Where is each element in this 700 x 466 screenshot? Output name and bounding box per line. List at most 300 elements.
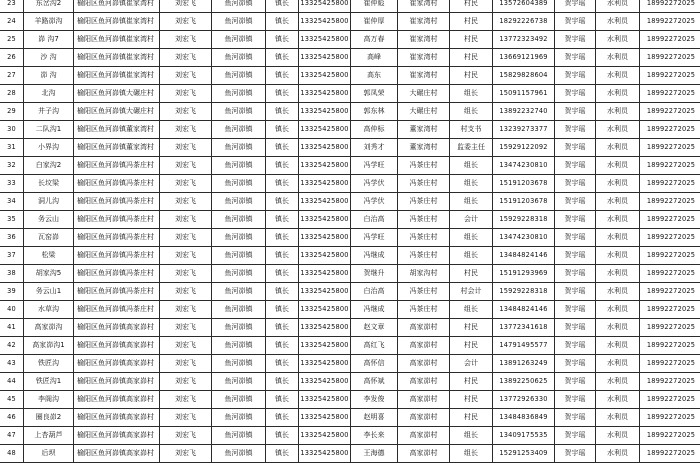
cell-water-officer-phone: 18992272025 xyxy=(640,355,700,373)
cell-town-leader-title: 镇长 xyxy=(266,211,299,229)
cell-town-leader-phone: 13325425800 xyxy=(299,157,351,175)
cell-gully-name: 井子沟 xyxy=(24,103,74,121)
cell-water-officer-title: 水利员 xyxy=(596,175,640,193)
cell-water-officer: 贺宇瑶 xyxy=(555,31,596,49)
cell-town-leader-title: 镇长 xyxy=(266,67,299,85)
cell-location: 榆阳区鱼河峁镇董家湾村 xyxy=(74,121,160,139)
table-row xyxy=(0,391,700,409)
cell-village-role: 村支书 xyxy=(450,121,493,139)
cell-village-contact-phone: 13669121969 xyxy=(493,49,555,67)
cell-town-leader-title: 镇长 xyxy=(266,301,299,319)
cell-town-leader-title: 镇长 xyxy=(266,409,299,427)
cell-gully-name: 水草沟 xyxy=(24,301,74,319)
cell-town: 鱼河峁镇 xyxy=(212,211,266,229)
cell-water-officer-title: 水利员 xyxy=(596,67,640,85)
cell-location: 榆阳区鱼河峁镇崔家湾村 xyxy=(74,31,160,49)
cell-gully-name: 北沟 xyxy=(24,85,74,103)
cell-town-leader-phone: 13325425800 xyxy=(299,13,351,31)
cell-village: 高家峁村 xyxy=(398,355,450,373)
cell-town-leader-phone: 13325425800 xyxy=(299,67,351,85)
cell-town-leader-title: 镇长 xyxy=(266,265,299,283)
cell-town-leader: 刘宏飞 xyxy=(160,229,212,247)
table-row xyxy=(0,193,700,211)
cell-row-number: 31 xyxy=(0,139,24,157)
cell-town: 鱼河峁镇 xyxy=(212,301,266,319)
cell-town-leader: 刘宏飞 xyxy=(160,265,212,283)
table-row xyxy=(0,445,700,463)
cell-town-leader-title: 镇长 xyxy=(266,193,299,211)
cell-village-role: 村民 xyxy=(450,0,493,13)
cell-town-leader-phone: 13325425800 xyxy=(299,139,351,157)
cell-village-contact: 李长来 xyxy=(351,427,398,445)
cell-village-contact: 白治高 xyxy=(351,211,398,229)
cell-water-officer-phone: 18992272025 xyxy=(640,337,700,355)
cell-village-contact: 高仲标 xyxy=(351,121,398,139)
cell-village-role: 村民 xyxy=(450,391,493,409)
cell-village-contact: 高东 xyxy=(351,67,398,85)
cell-town-leader-title: 镇长 xyxy=(266,49,299,67)
cell-village: 大碾庄村 xyxy=(398,103,450,121)
cell-water-officer-phone: 18992272025 xyxy=(640,211,700,229)
cell-water-officer-phone: 18992272025 xyxy=(640,391,700,409)
cell-gully-name: 铁匠沟 xyxy=(24,355,74,373)
cell-village-contact-phone: 15191203678 xyxy=(493,193,555,211)
cell-town-leader-phone: 13325425800 xyxy=(299,31,351,49)
cell-water-officer: 贺宇瑶 xyxy=(555,319,596,337)
cell-village-contact: 冯继成 xyxy=(351,247,398,265)
cell-water-officer-title: 水利员 xyxy=(596,193,640,211)
cell-town: 鱼河峁镇 xyxy=(212,445,266,463)
cell-row-number: 28 xyxy=(0,85,24,103)
cell-village-contact: 冯学伏 xyxy=(351,175,398,193)
table-row xyxy=(0,301,700,319)
cell-town-leader-title: 镇长 xyxy=(266,445,299,463)
cell-town-leader-phone: 13325425800 xyxy=(299,193,351,211)
cell-town-leader-phone: 13325425800 xyxy=(299,0,351,13)
table-row xyxy=(0,31,700,49)
cell-town-leader-title: 镇长 xyxy=(266,391,299,409)
cell-village: 冯茶庄村 xyxy=(398,283,450,301)
cell-water-officer: 贺宇瑶 xyxy=(555,121,596,139)
cell-village-contact-phone: 15929122092 xyxy=(493,139,555,157)
cell-town-leader: 刘宏飞 xyxy=(160,139,212,157)
cell-row-number: 37 xyxy=(0,247,24,265)
cell-water-officer-title: 水利员 xyxy=(596,103,640,121)
cell-location: 榆阳区鱼河峁镇冯茶庄村 xyxy=(74,211,160,229)
cell-village-contact-phone: 15091157961 xyxy=(493,85,555,103)
cell-village: 冯茶庄村 xyxy=(398,211,450,229)
cell-gully-name: 瓦窑峁 xyxy=(24,229,74,247)
cell-town: 鱼河峁镇 xyxy=(212,355,266,373)
cell-water-officer-title: 水利员 xyxy=(596,157,640,175)
cell-town: 鱼河峁镇 xyxy=(212,121,266,139)
cell-village: 高家峁村 xyxy=(398,445,450,463)
cell-location: 榆阳区鱼河峁镇冯茶庄村 xyxy=(74,175,160,193)
cell-water-officer-title: 水利员 xyxy=(596,409,640,427)
cell-village: 冯茶庄村 xyxy=(398,247,450,265)
cell-location: 榆阳区鱼河峁镇大碾庄村 xyxy=(74,103,160,121)
cell-water-officer-title: 水利员 xyxy=(596,355,640,373)
cell-water-officer-phone: 18992272025 xyxy=(640,373,700,391)
cell-location: 榆阳区鱼河峁镇冯茶庄村 xyxy=(74,301,160,319)
cell-location: 榆阳区鱼河峁镇高家峁村 xyxy=(74,319,160,337)
cell-gully-name: 高家峁沟 xyxy=(24,319,74,337)
cell-location: 榆阳区鱼河峁镇冯茶庄村 xyxy=(74,283,160,301)
cell-village: 高家峁村 xyxy=(398,409,450,427)
cell-water-officer-title: 水利员 xyxy=(596,301,640,319)
cell-gully-name: 李阁沟 xyxy=(24,391,74,409)
cell-location: 榆阳区鱼河峁镇高家峁村 xyxy=(74,337,160,355)
cell-town-leader-phone: 13325425800 xyxy=(299,301,351,319)
table-row xyxy=(0,427,700,445)
cell-water-officer: 贺宇瑶 xyxy=(555,175,596,193)
cell-town-leader: 刘宏飞 xyxy=(160,67,212,85)
cell-town: 鱼河峁镇 xyxy=(212,409,266,427)
cell-village-role: 组长 xyxy=(450,229,493,247)
cell-water-officer-phone: 18992272025 xyxy=(640,409,700,427)
cell-village: 高家峁村 xyxy=(398,427,450,445)
cell-row-number: 47 xyxy=(0,427,24,445)
table-row xyxy=(0,139,700,157)
cell-water-officer-title: 水利员 xyxy=(596,85,640,103)
cell-town-leader: 刘宏飞 xyxy=(160,157,212,175)
cell-village-contact-phone: 13484824146 xyxy=(493,247,555,265)
cell-town-leader: 刘宏飞 xyxy=(160,283,212,301)
cell-village: 大碾庄村 xyxy=(398,85,450,103)
table-row xyxy=(0,121,700,139)
cell-village-contact-phone: 15291253409 xyxy=(493,445,555,463)
cell-water-officer-phone: 18992272025 xyxy=(640,157,700,175)
cell-row-number: 32 xyxy=(0,157,24,175)
cell-water-officer-phone: 18992272025 xyxy=(640,85,700,103)
cell-village-role: 组长 xyxy=(450,445,493,463)
cell-village: 董家湾村 xyxy=(398,121,450,139)
cell-water-officer-title: 水利员 xyxy=(596,121,640,139)
cell-water-officer-phone: 18992272025 xyxy=(640,67,700,85)
cell-town-leader-phone: 13325425800 xyxy=(299,175,351,193)
cell-water-officer-phone: 18992272025 xyxy=(640,193,700,211)
cell-village-role: 监委主任 xyxy=(450,139,493,157)
cell-village-contact-phone: 15929228318 xyxy=(493,211,555,229)
cell-gully-name: 峁 沟 xyxy=(24,67,74,85)
cell-water-officer: 贺宇瑶 xyxy=(555,409,596,427)
cell-town-leader: 刘宏飞 xyxy=(160,355,212,373)
cell-town-leader-phone: 13325425800 xyxy=(299,283,351,301)
cell-water-officer-title: 水利员 xyxy=(596,445,640,463)
cell-town-leader-phone: 13325425800 xyxy=(299,319,351,337)
cell-town-leader-phone: 13325425800 xyxy=(299,247,351,265)
cell-village-contact: 李发俊 xyxy=(351,391,398,409)
cell-water-officer: 贺宇瑶 xyxy=(555,337,596,355)
cell-town-leader-phone: 13325425800 xyxy=(299,103,351,121)
cell-town: 鱼河峁镇 xyxy=(212,49,266,67)
cell-water-officer: 贺宇瑶 xyxy=(555,391,596,409)
cell-water-officer-title: 水利员 xyxy=(596,391,640,409)
cell-town-leader-title: 镇长 xyxy=(266,229,299,247)
cell-water-officer-title: 水利员 xyxy=(596,211,640,229)
cell-row-number: 29 xyxy=(0,103,24,121)
cell-village-contact-phone: 13772926330 xyxy=(493,391,555,409)
table-row xyxy=(0,175,700,193)
cell-gully-name: 长坟梁 xyxy=(24,175,74,193)
cell-village-role: 组长 xyxy=(450,175,493,193)
cell-village-role: 村民 xyxy=(450,67,493,85)
cell-gully-name: 上杏葫芦 xyxy=(24,427,74,445)
cell-water-officer-phone: 18992272025 xyxy=(640,121,700,139)
cell-town-leader-title: 镇长 xyxy=(266,175,299,193)
cell-village-contact-phone: 13891263249 xyxy=(493,355,555,373)
cell-water-officer: 贺宇瑶 xyxy=(555,0,596,13)
cell-town-leader-phone: 13325425800 xyxy=(299,355,351,373)
cell-village: 崔家湾村 xyxy=(398,31,450,49)
cell-row-number: 42 xyxy=(0,337,24,355)
cell-village: 高家峁村 xyxy=(398,319,450,337)
cell-town-leader-title: 镇长 xyxy=(266,319,299,337)
cell-village-role: 村民 xyxy=(450,373,493,391)
cell-town: 鱼河峁镇 xyxy=(212,427,266,445)
cell-water-officer-title: 水利员 xyxy=(596,49,640,67)
cell-town: 鱼河峁镇 xyxy=(212,139,266,157)
cell-village-contact: 郭凤荣 xyxy=(351,85,398,103)
cell-town-leader: 刘宏飞 xyxy=(160,175,212,193)
cell-village-contact-phone: 13772341618 xyxy=(493,319,555,337)
cell-water-officer-title: 水利员 xyxy=(596,139,640,157)
cell-water-officer-title: 水利员 xyxy=(596,247,640,265)
cell-water-officer-title: 水利员 xyxy=(596,319,640,337)
cell-town: 鱼河峁镇 xyxy=(212,391,266,409)
cell-village-contact-phone: 13892250625 xyxy=(493,373,555,391)
cell-town-leader-title: 镇长 xyxy=(266,121,299,139)
cell-water-officer-phone: 18992272025 xyxy=(640,301,700,319)
cell-water-officer: 贺宇瑶 xyxy=(555,85,596,103)
cell-town-leader: 刘宏飞 xyxy=(160,211,212,229)
cell-water-officer-title: 水利员 xyxy=(596,337,640,355)
table-row xyxy=(0,265,700,283)
cell-village: 崔家湾村 xyxy=(398,0,450,13)
cell-water-officer-title: 水利员 xyxy=(596,427,640,445)
cell-village-contact: 冯学旺 xyxy=(351,229,398,247)
cell-gully-name: 洞儿沟 xyxy=(24,193,74,211)
cell-location: 榆阳区鱼河峁镇冯茶庄村 xyxy=(74,229,160,247)
cell-row-number: 23 xyxy=(0,0,24,13)
cell-row-number: 35 xyxy=(0,211,24,229)
table-row xyxy=(0,13,700,31)
cell-row-number: 33 xyxy=(0,175,24,193)
cell-town-leader: 刘宏飞 xyxy=(160,391,212,409)
cell-town-leader: 刘宏飞 xyxy=(160,121,212,139)
cell-town-leader-title: 镇长 xyxy=(266,157,299,175)
cell-village-contact: 刘秀才 xyxy=(351,139,398,157)
table-row xyxy=(0,319,700,337)
cell-gully-name: 铁匠沟1 xyxy=(24,373,74,391)
cell-village-role: 组长 xyxy=(450,247,493,265)
cell-water-officer-title: 水利员 xyxy=(596,0,640,13)
cell-town-leader: 刘宏飞 xyxy=(160,337,212,355)
cell-village-contact: 高怀斌 xyxy=(351,373,398,391)
cell-village-contact-phone: 13474230810 xyxy=(493,229,555,247)
cell-village: 冯茶庄村 xyxy=(398,229,450,247)
cell-location: 榆阳区鱼河峁镇冯茶庄村 xyxy=(74,193,160,211)
cell-town: 鱼河峁镇 xyxy=(212,247,266,265)
cell-row-number: 48 xyxy=(0,445,24,463)
cell-water-officer-title: 水利员 xyxy=(596,229,640,247)
cell-village-role: 村会计 xyxy=(450,283,493,301)
cell-village-contact: 赵明喜 xyxy=(351,409,398,427)
cell-water-officer: 贺宇瑶 xyxy=(555,355,596,373)
cell-town: 鱼河峁镇 xyxy=(212,31,266,49)
cell-village-contact-phone: 13484836849 xyxy=(493,409,555,427)
cell-town: 鱼河峁镇 xyxy=(212,373,266,391)
cell-town: 鱼河峁镇 xyxy=(212,265,266,283)
table-row xyxy=(0,355,700,373)
cell-village-role: 村民 xyxy=(450,265,493,283)
cell-village-contact-phone: 15829828604 xyxy=(493,67,555,85)
cell-row-number: 25 xyxy=(0,31,24,49)
cell-village-role: 组长 xyxy=(450,193,493,211)
cell-location: 榆阳区鱼河峁镇高家峁村 xyxy=(74,373,160,391)
cell-town-leader-title: 镇长 xyxy=(266,247,299,265)
cell-village-contact-phone: 13409175535 xyxy=(493,427,555,445)
cell-location: 榆阳区鱼河峁镇高家峁村 xyxy=(74,391,160,409)
cell-town-leader: 刘宏飞 xyxy=(160,13,212,31)
cell-row-number: 44 xyxy=(0,373,24,391)
cell-water-officer-phone: 18992272025 xyxy=(640,13,700,31)
cell-town: 鱼河峁镇 xyxy=(212,283,266,301)
cell-town-leader-title: 镇长 xyxy=(266,0,299,13)
cell-village-contact-phone: 15191203678 xyxy=(493,175,555,193)
cell-village-role: 组长 xyxy=(450,157,493,175)
cell-town-leader-title: 镇长 xyxy=(266,427,299,445)
cell-town-leader: 刘宏飞 xyxy=(160,319,212,337)
cell-water-officer-phone: 18992272025 xyxy=(640,103,700,121)
cell-town-leader-phone: 13325425800 xyxy=(299,391,351,409)
cell-location: 榆阳区鱼河峁镇崔家湾村 xyxy=(74,13,160,31)
cell-row-number: 39 xyxy=(0,283,24,301)
cell-village-contact: 高万春 xyxy=(351,31,398,49)
cell-water-officer: 贺宇瑶 xyxy=(555,229,596,247)
cell-village-role: 会计 xyxy=(450,355,493,373)
cell-village: 高家峁村 xyxy=(398,337,450,355)
cell-village-contact-phone: 14791495577 xyxy=(493,337,555,355)
cell-village-contact: 王海德 xyxy=(351,445,398,463)
cell-village-role: 村民 xyxy=(450,409,493,427)
cell-town-leader-title: 镇长 xyxy=(266,13,299,31)
cell-water-officer-phone: 18992272025 xyxy=(640,0,700,13)
cell-location: 榆阳区鱼河峁镇董家湾村 xyxy=(74,139,160,157)
cell-row-number: 36 xyxy=(0,229,24,247)
cell-location: 榆阳区鱼河峁镇高家峁村 xyxy=(74,427,160,445)
cell-location: 榆阳区鱼河峁镇冯茶庄村 xyxy=(74,157,160,175)
cell-village: 董家湾村 xyxy=(398,139,450,157)
table-row xyxy=(0,211,700,229)
cell-gully-name: 小界沟 xyxy=(24,139,74,157)
cell-gully-name: 东岔沟2 xyxy=(24,0,74,13)
table-row xyxy=(0,373,700,391)
cell-location: 榆阳区鱼河峁镇冯茶庄村 xyxy=(74,247,160,265)
cell-village-contact: 冯学旺 xyxy=(351,157,398,175)
cell-water-officer: 贺宇瑶 xyxy=(555,103,596,121)
cell-village-role: 组长 xyxy=(450,103,493,121)
table-row xyxy=(0,85,700,103)
cell-village-contact: 冯继成 xyxy=(351,301,398,319)
cell-town-leader-phone: 13325425800 xyxy=(299,337,351,355)
cell-town-leader-phone: 13325425800 xyxy=(299,265,351,283)
cell-gully-name: 高家峁沟1 xyxy=(24,337,74,355)
cell-village: 崔家湾村 xyxy=(398,49,450,67)
cell-water-officer-phone: 18992272025 xyxy=(640,49,700,67)
cell-town-leader: 刘宏飞 xyxy=(160,103,212,121)
cell-town: 鱼河峁镇 xyxy=(212,175,266,193)
cell-water-officer: 贺宇瑶 xyxy=(555,157,596,175)
cell-town: 鱼河峁镇 xyxy=(212,337,266,355)
cell-village: 高家峁村 xyxy=(398,373,450,391)
cell-town: 鱼河峁镇 xyxy=(212,193,266,211)
cell-row-number: 24 xyxy=(0,13,24,31)
cell-village-role: 组长 xyxy=(450,427,493,445)
cell-water-officer-phone: 18992272025 xyxy=(640,229,700,247)
cell-town-leader: 刘宏飞 xyxy=(160,301,212,319)
cell-town: 鱼河峁镇 xyxy=(212,0,266,13)
cell-village-contact-phone: 13239273377 xyxy=(493,121,555,139)
cell-gully-name: 胡家沟5 xyxy=(24,265,74,283)
cell-town: 鱼河峁镇 xyxy=(212,229,266,247)
table-row xyxy=(0,229,700,247)
table-row xyxy=(0,0,700,13)
cell-town-leader-phone: 13325425800 xyxy=(299,49,351,67)
cell-water-officer-title: 水利员 xyxy=(596,31,640,49)
cell-town-leader-title: 镇长 xyxy=(266,85,299,103)
cell-water-officer: 贺宇瑶 xyxy=(555,445,596,463)
table-row xyxy=(0,409,700,427)
cell-town: 鱼河峁镇 xyxy=(212,13,266,31)
cell-row-number: 41 xyxy=(0,319,24,337)
cell-location: 榆阳区鱼河峁镇崔家湾村 xyxy=(74,67,160,85)
cell-water-officer: 贺宇瑶 xyxy=(555,67,596,85)
cell-town: 鱼河峁镇 xyxy=(212,157,266,175)
cell-town-leader: 刘宏飞 xyxy=(160,427,212,445)
cell-village-role: 组长 xyxy=(450,301,493,319)
cell-village: 冯茶庄村 xyxy=(398,301,450,319)
cell-water-officer-title: 水利员 xyxy=(596,373,640,391)
cell-gully-name: 白家沟2 xyxy=(24,157,74,175)
cell-gully-name: 沙 沟 xyxy=(24,49,74,67)
cell-gully-name: 圈良峁2 xyxy=(24,409,74,427)
cell-village: 崔家湾村 xyxy=(398,67,450,85)
cell-village-contact: 高峰 xyxy=(351,49,398,67)
cell-water-officer-phone: 18992272025 xyxy=(640,445,700,463)
cell-town-leader-phone: 13325425800 xyxy=(299,409,351,427)
cell-row-number: 46 xyxy=(0,409,24,427)
cell-village-contact-phone: 15929228318 xyxy=(493,283,555,301)
cell-town-leader-title: 镇长 xyxy=(266,31,299,49)
cell-village-contact-phone: 13484824146 xyxy=(493,301,555,319)
cell-water-officer-phone: 18992272025 xyxy=(640,139,700,157)
cell-row-number: 40 xyxy=(0,301,24,319)
cell-gully-name: 羊路峁沟 xyxy=(24,13,74,31)
cell-row-number: 26 xyxy=(0,49,24,67)
cell-village-role: 组长 xyxy=(450,85,493,103)
cell-town-leader-title: 镇长 xyxy=(266,337,299,355)
cell-water-officer-title: 水利员 xyxy=(596,283,640,301)
cell-location: 榆阳区鱼河峁镇大碾庄村 xyxy=(74,85,160,103)
table-row xyxy=(0,337,700,355)
cell-town: 鱼河峁镇 xyxy=(212,85,266,103)
cell-village: 高家峁村 xyxy=(398,391,450,409)
cell-village: 冯茶庄村 xyxy=(398,193,450,211)
cell-location: 榆阳区鱼河峁镇冯茶庄村 xyxy=(74,265,160,283)
cell-village-role: 会计 xyxy=(450,211,493,229)
cell-village: 胡家沟村 xyxy=(398,265,450,283)
